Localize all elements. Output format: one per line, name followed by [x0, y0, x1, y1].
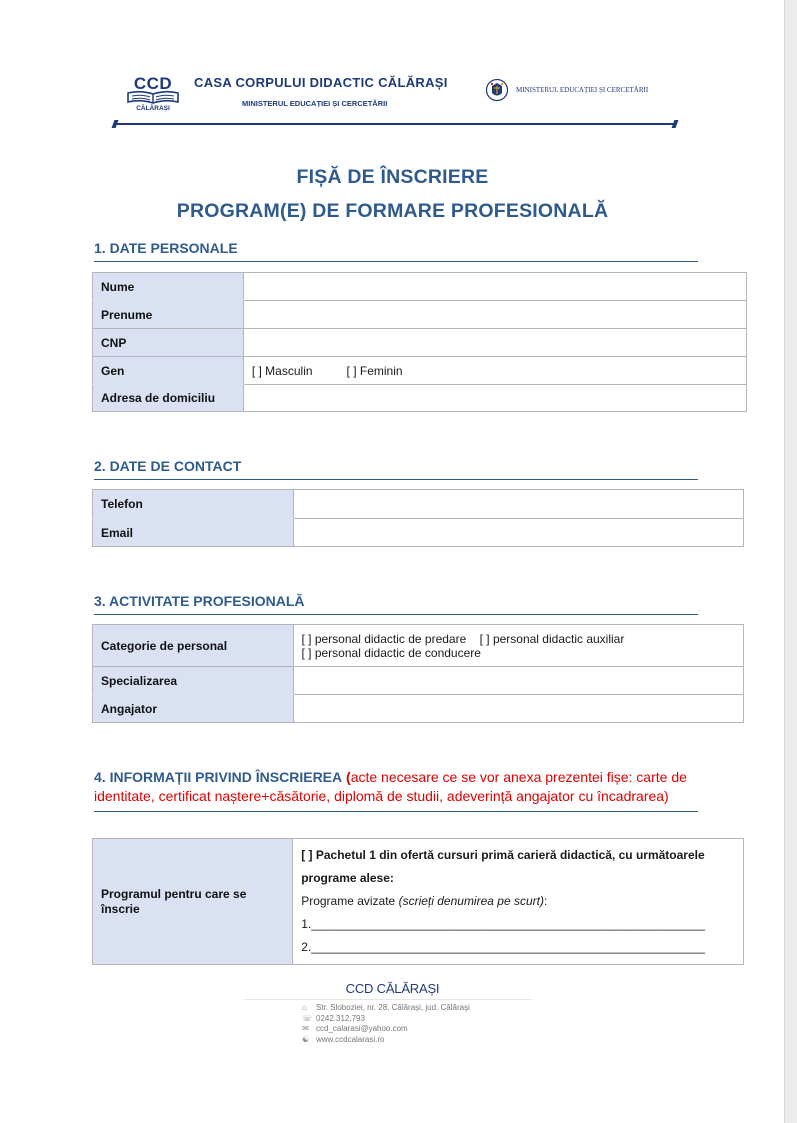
category-options-row1[interactable]: [ ] personal didactic de predare [ ] personal didactic auxiliar: [301, 631, 625, 646]
footer-address: Str. Sloboziei, nr. 28, Călărași, jud. Călărași: [316, 1003, 470, 1012]
phone-icon: ☏: [302, 1013, 313, 1023]
angajator-field[interactable]: [293, 695, 744, 723]
program-blank-1[interactable]: 1.___________________________________________________________: [301, 917, 705, 931]
programs-instruction: [301, 890, 735, 913]
section-professional-heading: 3. ACTIVITATE PROFESIONALĂ: [94, 593, 698, 615]
adresa-field[interactable]: [243, 385, 746, 412]
field-label-prenume: Prenume: [93, 301, 244, 329]
field-label-adresa: Adresa de domiciliu: [93, 385, 244, 412]
professional-data-table: [92, 624, 744, 723]
table-row: [93, 839, 744, 965]
ccd-logo-city: CĂLĂRAȘI: [136, 105, 170, 112]
field-label-cnp: CNP: [93, 329, 244, 357]
form-subtitle: PROGRAM(E) DE FORMARE PROFESIONALĂ: [176, 200, 609, 222]
nume-field[interactable]: [243, 273, 746, 301]
programs-prefix: Programe avizate: [301, 894, 399, 908]
footer-phone-row: [302, 1014, 470, 1025]
field-label-email: Email: [93, 519, 294, 547]
building-icon: ⌂: [302, 1003, 307, 1012]
section-contact-heading: 2. DATE DE CONTACT: [94, 458, 698, 480]
letterhead: [112, 72, 678, 132]
section-personal-heading: 1. DATE PERSONALE: [94, 240, 698, 262]
footer-title: CCD CĂLĂRAȘI: [345, 981, 440, 996]
field-label-specializarea: Specializarea: [93, 667, 294, 695]
gender-female-checkbox[interactable]: [ ] Feminin: [346, 363, 403, 378]
footer-email-row: [302, 1024, 470, 1035]
programs-hint: (scrieți denumirea pe scurt): [398, 894, 544, 908]
field-label-gen: Gen: [93, 357, 244, 385]
form-title: FIȘĂ DE ÎNSCRIERE: [296, 166, 489, 188]
package-checkbox[interactable]: [ ] Pachetul 1 din ofertă cursuri primă carieră didactică, cu următoarele programe alese:: [301, 848, 705, 885]
footer-web: www.ccdcalarasi.ro: [316, 1034, 385, 1044]
institution-name: CASA CORPULUI DIDACTIC CĂLĂRAȘI: [194, 75, 448, 90]
ccd-logo-text: CCD: [133, 74, 173, 93]
contact-data-table: [92, 489, 744, 547]
table-row: [93, 273, 747, 301]
section-enrollment-heading: [94, 768, 698, 812]
ccd-logo: [124, 74, 182, 114]
gender-field: [243, 357, 746, 385]
field-label-angajator: Angajator: [93, 695, 294, 723]
program-blank-2[interactable]: 2.___________________________________________________________: [301, 940, 705, 954]
telefon-field[interactable]: [293, 490, 743, 519]
coat-of-arms-icon: [486, 78, 508, 104]
table-row: [93, 667, 744, 695]
globe-icon: ☯: [302, 1034, 310, 1044]
specializarea-field[interactable]: [293, 667, 744, 695]
table-row: [93, 490, 744, 519]
personal-data-table: [92, 272, 747, 412]
section-enrollment-title: 4. INFORMAȚII PRIVIND ÎNSCRIEREA: [94, 769, 343, 785]
envelope-icon: ✉: [302, 1024, 309, 1033]
field-label-nume: Nume: [93, 273, 244, 301]
footer-address-row: [302, 1003, 470, 1014]
cnp-field[interactable]: [243, 329, 746, 357]
table-row: [93, 301, 747, 329]
category-options-row2[interactable]: [ ] personal didactic de conducere: [301, 645, 481, 660]
table-row: [93, 385, 747, 412]
ministry-name-right: MINISTERUL EDUCAȚIEI ȘI CERCETĂRII: [516, 86, 649, 94]
table-row: [93, 519, 744, 547]
email-field[interactable]: [293, 519, 743, 547]
required-docs-note: acte necesare ce se vor anexa prezentei fișe: carte de identitate, certificat naștere+căsătorie, diplomă de studii, adeverință angajator cu încadrarea): [94, 769, 687, 804]
program-field: [293, 839, 744, 965]
field-label-categorie: Categorie de personal: [93, 625, 294, 667]
required-docs-paren: (: [346, 769, 351, 785]
gender-male-checkbox[interactable]: [ ] Masculin: [251, 363, 313, 378]
prenume-field[interactable]: [243, 301, 746, 329]
field-label-program: Programul pentru care se înscrie: [93, 839, 293, 965]
page-right-edge: [784, 0, 797, 1123]
table-row: [93, 329, 747, 357]
ministry-subtitle: MINISTERUL EDUCAȚIEI ȘI CERCETĂRII: [242, 99, 388, 108]
footer-divider: [245, 999, 531, 1000]
table-row: [93, 695, 744, 723]
enrollment-table: [92, 838, 744, 965]
open-book-icon: [126, 90, 180, 104]
header-divider: [116, 123, 674, 125]
footer-email: ccd_calarasi@yahoo.com: [316, 1024, 408, 1033]
table-row: [93, 625, 744, 667]
footer-contact-list: [302, 1003, 470, 1045]
field-label-telefon: Telefon: [93, 490, 294, 519]
footer-web-row: [302, 1035, 470, 1046]
programs-suffix: :: [543, 894, 548, 908]
table-row: [93, 357, 747, 385]
category-field: [293, 625, 744, 667]
footer-phone: 0242.312.793: [316, 1013, 365, 1023]
